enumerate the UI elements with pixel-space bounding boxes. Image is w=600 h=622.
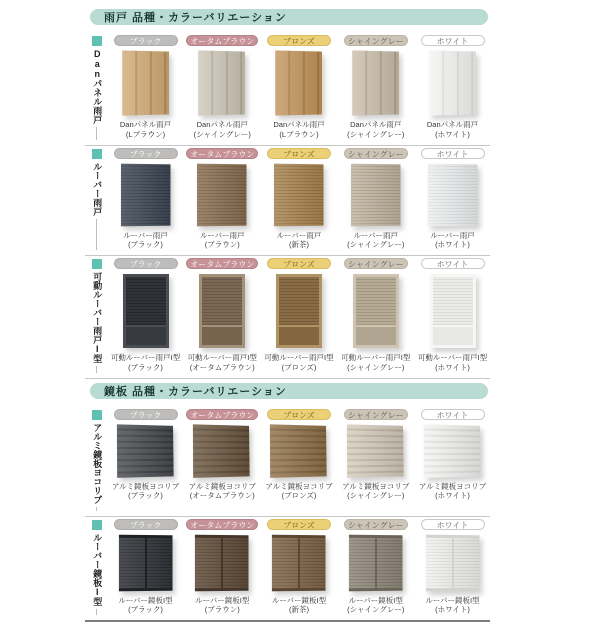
product-cell: [338, 148, 413, 251]
row-label-column: [85, 35, 108, 140]
door-swatch: [120, 163, 170, 226]
door-swatch: [349, 534, 403, 591]
door-swatch: [429, 50, 476, 115]
product-caption: ルーバー鏡板I型: [425, 596, 479, 606]
product-cell: [185, 258, 260, 373]
product-cell: [185, 519, 260, 616]
color-caption: (ホワイト): [435, 363, 470, 373]
color-caption: (Lブラウン): [279, 130, 318, 140]
color-tag-pill: シャイングレー: [344, 35, 408, 46]
door-swatch: [352, 50, 399, 115]
door-bottom-panel: [202, 325, 242, 345]
section-title: 雨戸 品種・カラーバリエーション: [104, 9, 287, 25]
product-cell: [415, 258, 490, 373]
product-caption: ルーバー鏡板I型: [118, 596, 172, 606]
door-swatch: [351, 163, 401, 226]
row-bracket-line: [96, 366, 97, 373]
row-label: Danパネル雨戸: [92, 49, 101, 124]
color-caption: (シャイングレー): [347, 240, 404, 250]
color-tag-pill: ブロンズ: [267, 519, 331, 530]
product-caption: ルーバー鏡板I型: [195, 596, 249, 606]
product-cell: [185, 409, 260, 511]
door-bottom-panel: [126, 325, 166, 345]
color-caption: (ブラック): [128, 240, 163, 250]
row-label-column: [85, 148, 108, 251]
row-label: アルミ鏡板ヨコリブ: [92, 423, 101, 504]
color-tag-pill: ブロンズ: [267, 35, 331, 46]
color-caption: (ブラウン): [205, 605, 240, 615]
product-cell: [108, 148, 183, 251]
product-row: [85, 33, 490, 146]
section-header: [90, 9, 488, 25]
door-swatch: [347, 424, 404, 478]
row-cells: [108, 519, 490, 616]
color-tag-pill: ホワイト: [421, 519, 485, 530]
row-cells: [108, 409, 490, 511]
section-title: 鏡板 品種・カラーバリエーション: [104, 383, 287, 399]
color-tag-pill: オータムブラウン: [186, 409, 258, 420]
door-swatch: [423, 424, 480, 478]
product-cell: [338, 519, 413, 616]
color-tag-pill: ブラック: [114, 258, 178, 269]
row-label: 可動ルーバー雨戸I型: [92, 272, 101, 363]
door-swatch: [122, 50, 169, 115]
door-swatch: [353, 274, 399, 348]
product-caption: Danパネル雨戸: [427, 120, 478, 130]
door-swatch: [274, 163, 324, 226]
product-cell: [185, 35, 260, 140]
product-cell: [262, 35, 337, 140]
product-cell: [415, 35, 490, 140]
row-cells: [108, 258, 490, 373]
color-caption: (ブロンズ): [282, 491, 317, 501]
product-cell: [262, 258, 337, 373]
color-caption: (ブラウン): [205, 240, 240, 250]
door-swatch: [275, 50, 322, 115]
product-cell: [415, 519, 490, 616]
color-caption: (ブラック): [128, 363, 163, 373]
product-caption: Danパネル雨戸: [273, 120, 324, 130]
product-caption: アルミ鏡板ヨコリブ: [189, 482, 256, 492]
product-cell: [108, 409, 183, 511]
product-caption: ルーバー雨戸: [430, 231, 475, 241]
product-row: [85, 407, 490, 517]
row-label-column: [85, 409, 108, 511]
color-caption: (シャイングレー): [347, 491, 404, 501]
product-caption: 可動ルーバー雨戸I型: [111, 353, 180, 363]
color-caption: (ホワイト): [435, 130, 470, 140]
product-caption: ルーバー雨戸: [277, 231, 322, 241]
color-tag-pill: ホワイト: [421, 409, 485, 420]
color-caption: (Lブラウン): [126, 130, 165, 140]
product-row: [85, 146, 490, 257]
row-marker-icon: [92, 149, 102, 159]
row-label: ルーバー雨戸: [92, 162, 101, 216]
catalog-content: [85, 9, 600, 622]
product-row: [85, 517, 490, 622]
color-caption: (オータムブラウン): [190, 363, 255, 373]
color-caption: (新茶): [289, 605, 309, 615]
color-caption: (新茶): [289, 240, 309, 250]
color-caption: (オータムブラウン): [190, 491, 255, 501]
color-tag-pill: シャイングレー: [344, 409, 408, 420]
color-tag-pill: シャイングレー: [344, 519, 408, 530]
color-caption: (ブロンズ): [282, 363, 317, 373]
product-caption: 可動ルーバー雨戸I型: [188, 353, 257, 363]
row-label: ルーバー鏡板I型: [92, 533, 101, 606]
product-caption: Danパネル雨戸: [350, 120, 401, 130]
color-tag-pill: オータムブラウン: [186, 519, 258, 530]
row-cells: [108, 35, 490, 140]
color-tag-pill: ブロンズ: [267, 148, 331, 159]
product-cell: [108, 258, 183, 373]
product-cell: [185, 148, 260, 251]
color-tag-pill: ブラック: [114, 148, 178, 159]
product-caption: アルミ鏡板ヨコリブ: [342, 482, 409, 492]
color-tag-pill: オータムブラウン: [186, 258, 258, 269]
product-caption: アルミ鏡板ヨコリブ: [419, 482, 486, 492]
product-cell: [108, 35, 183, 140]
door-swatch: [427, 163, 477, 226]
door-swatch: [116, 424, 173, 478]
row-label-column: [85, 519, 108, 616]
product-cell: [338, 35, 413, 140]
row-marker-icon: [92, 36, 102, 46]
color-tag-pill: ホワイト: [421, 258, 485, 269]
product-caption: 可動ルーバー雨戸I型: [418, 353, 487, 363]
product-caption: ルーバー鏡板I型: [272, 596, 326, 606]
door-swatch: [272, 534, 326, 591]
door-swatch: [270, 424, 327, 478]
color-tag-pill: ブロンズ: [267, 409, 331, 420]
color-caption: (ホワイト): [435, 240, 470, 250]
color-caption: (ブラック): [128, 491, 163, 501]
product-cell: [262, 519, 337, 616]
color-caption: (ホワイト): [435, 491, 470, 501]
door-bottom-panel: [356, 325, 396, 345]
row-marker-icon: [92, 410, 102, 420]
door-swatch: [198, 50, 245, 115]
door-swatch: [193, 424, 250, 478]
product-caption: ルーバー雨戸: [123, 231, 168, 241]
color-caption: (シャイングレー): [347, 363, 404, 373]
color-tag-pill: ホワイト: [421, 148, 485, 159]
color-caption: (シャイングレー): [194, 130, 251, 140]
product-cell: [338, 258, 413, 373]
product-caption: アルミ鏡板ヨコリブ: [112, 482, 179, 492]
row-bracket-line: [96, 609, 97, 616]
row-bracket-line: [96, 219, 97, 251]
product-cell: [415, 148, 490, 251]
product-row: [85, 256, 490, 379]
door-bottom-panel: [279, 325, 319, 345]
product-caption: ルーバー雨戸: [200, 231, 245, 241]
product-cell: [415, 409, 490, 511]
color-tag-pill: オータムブラウン: [186, 148, 258, 159]
row-bracket-line: [96, 127, 97, 140]
color-tag-pill: ブラック: [114, 409, 178, 420]
color-tag-pill: ブラック: [114, 519, 178, 530]
door-swatch: [197, 163, 247, 226]
row-label-column: [85, 258, 108, 373]
door-swatch: [199, 274, 245, 348]
product-cell: [338, 409, 413, 511]
door-swatch: [425, 534, 479, 591]
product-caption: 可動ルーバー雨戸I型: [264, 353, 333, 363]
color-caption: (ホワイト): [435, 605, 470, 615]
product-caption: 可動ルーバー雨戸I型: [341, 353, 410, 363]
row-marker-icon: [92, 259, 102, 269]
product-caption: アルミ鏡板ヨコリブ: [265, 482, 332, 492]
door-swatch: [430, 274, 476, 348]
color-tag-pill: ホワイト: [421, 35, 485, 46]
product-caption: ルーバー雨戸: [353, 231, 398, 241]
product-cell: [108, 519, 183, 616]
section-header: [90, 383, 488, 399]
door-swatch: [276, 274, 322, 348]
color-tag-pill: シャイングレー: [344, 148, 408, 159]
color-caption: (シャイングレー): [347, 605, 404, 615]
product-caption: Danパネル雨戸: [120, 120, 171, 130]
product-caption: Danパネル雨戸: [197, 120, 248, 130]
color-tag-pill: ブロンズ: [267, 258, 331, 269]
color-caption: (シャイングレー): [347, 130, 404, 140]
product-cell: [262, 148, 337, 251]
door-swatch: [118, 534, 172, 591]
row-marker-icon: [92, 520, 102, 530]
door-bottom-panel: [433, 325, 473, 345]
color-caption: (ブラック): [128, 605, 163, 615]
color-tag-pill: オータムブラウン: [186, 35, 258, 46]
door-swatch: [123, 274, 169, 348]
color-tag-pill: ブラック: [114, 35, 178, 46]
door-swatch: [195, 534, 249, 591]
row-cells: [108, 148, 490, 251]
color-tag-pill: シャイングレー: [344, 258, 408, 269]
product-caption: ルーバー鏡板I型: [349, 596, 403, 606]
product-cell: [262, 409, 337, 511]
row-bracket-line: [96, 507, 97, 511]
